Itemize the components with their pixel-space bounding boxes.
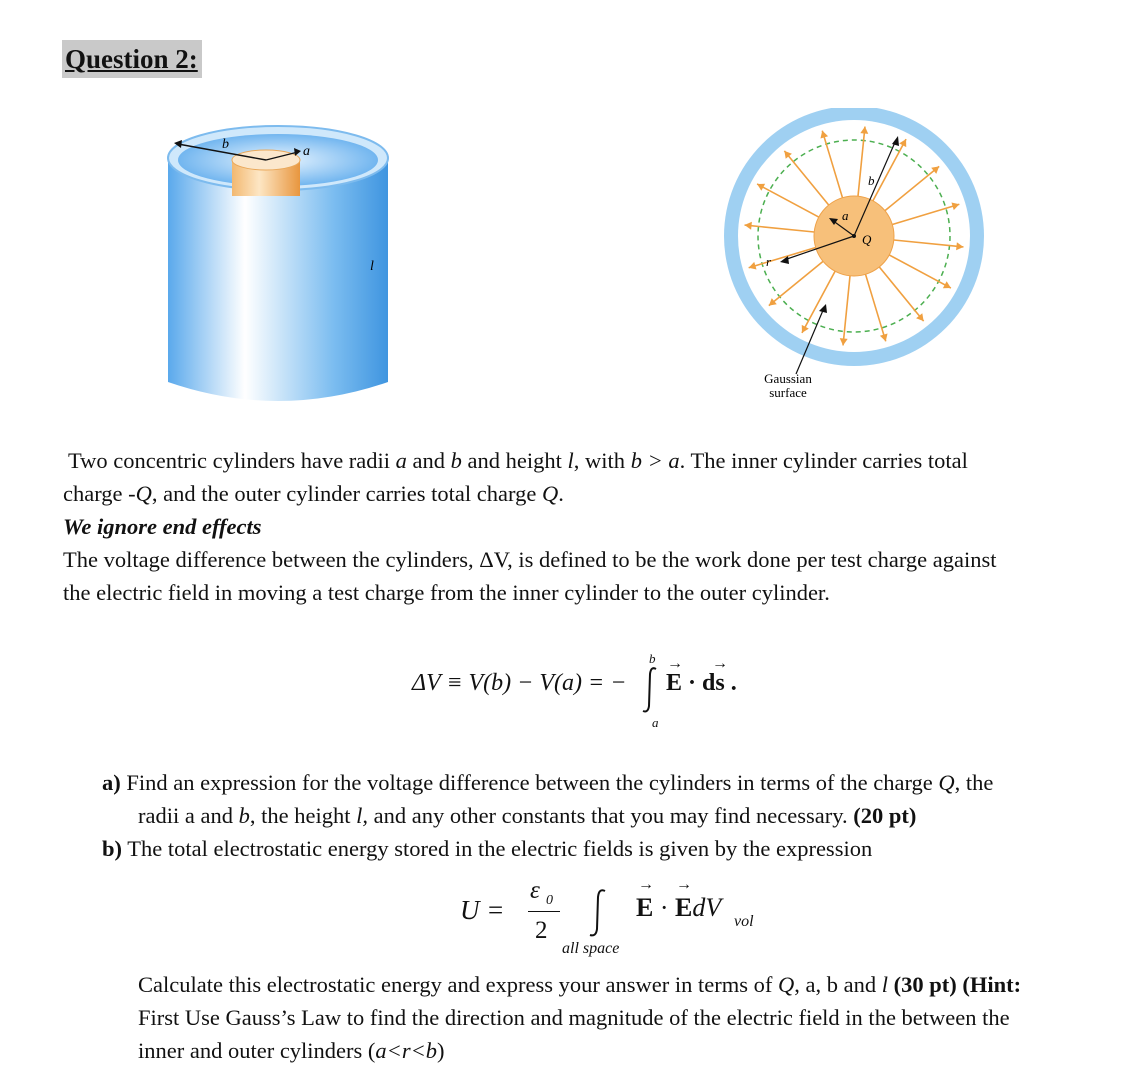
label-b: b (222, 137, 229, 152)
intro-line-2 (63, 477, 564, 510)
eq1-upper-limit: b (649, 651, 656, 666)
eq2-all-space: all space (562, 940, 620, 957)
var-b: b (450, 448, 462, 473)
part-a-text: radii a and (138, 803, 239, 828)
label-b-right: b (868, 173, 875, 188)
voltage-def-line-2: the electric field in moving a test charge from the inner cylinder to the outer cylinder. (63, 580, 830, 605)
part-a-label: a) (102, 770, 121, 795)
part-a-text: Find an expression for the voltage difference between the cylinders in terms of the charge (120, 770, 939, 795)
part-a-text: and any other constants that you may find necessary. (367, 803, 854, 828)
eq1-integral-sign (640, 666, 662, 714)
cylinders-figure (160, 120, 400, 410)
part-a-text: , the height (249, 803, 357, 828)
part-b-calc-line-2: First Use Gauss’s Law to find the direction and magnitude of the electric field in the between the (138, 1005, 1010, 1030)
eq2-integrand: E · EdV (636, 893, 722, 922)
var-q: Q (938, 770, 955, 795)
intro-text: and (406, 448, 451, 473)
var-l: l, (356, 803, 368, 828)
eq2-integral-sign (587, 888, 611, 938)
eq2-fraction-bar (528, 911, 560, 912)
part-b-text: ) (437, 1038, 445, 1063)
question-heading: Question 2: (62, 40, 202, 78)
eq2-vec2: → (676, 876, 692, 893)
eq1-lhs: ΔV ≡ V(b) − V(a) = − (412, 670, 627, 696)
eq1-vec-s-arrow: → (712, 655, 728, 672)
eq2-epsilon: ε (530, 877, 540, 904)
end-effects-note: We ignore end effects (63, 514, 262, 539)
var-q: Q (778, 972, 795, 997)
label-a-right: a (842, 208, 849, 223)
voltage-def-line-1: The voltage difference between the cylinders, ΔV, is defined to be the work done per test charge against (63, 547, 997, 572)
intro-text: . The inner cylinder carries total (679, 448, 968, 473)
intro-text: Two concentric cylinders have radii (68, 448, 396, 473)
var-b-gt-a: b > a (630, 448, 680, 473)
part-b-text: The total electrostatic energy stored in the electric fields is given by the expression (122, 836, 873, 861)
part-b-calc-line-1 (138, 968, 1021, 1001)
part-a-line-1 (102, 766, 993, 799)
var-q: Q (541, 481, 559, 506)
eq2-vec1: → (638, 876, 654, 893)
part-b-text: inner and outer cylinders ( (138, 1038, 376, 1063)
part-a-text: , the (954, 770, 994, 795)
eq2-epsilon-sub: 0 (546, 893, 553, 908)
intro-text: , and the outer cylinder carries total charge (151, 481, 542, 506)
part-a-points: (20 pt) (853, 803, 917, 828)
eq2-vol: vol (734, 913, 754, 930)
cross-section-figure (700, 108, 1010, 408)
intro-text: charge - (63, 481, 136, 506)
label-r: r (766, 254, 772, 269)
eq2-u: U = (460, 895, 505, 925)
eq1-vec-e-arrow: → (667, 655, 683, 672)
gaussian-label-1: Gaussian (764, 371, 812, 386)
part-b-label: b) (102, 836, 123, 861)
eq1-integrand: E · ds . (666, 670, 737, 696)
intro-line-1 (68, 444, 968, 477)
intro-text: , with (573, 448, 631, 473)
intro-text: . (558, 481, 564, 506)
var-q: Q (135, 481, 152, 506)
label-q: Q (862, 232, 872, 247)
var-b: b (238, 803, 250, 828)
part-a-line-2 (138, 799, 916, 832)
part-b-text: , a, b and (794, 972, 882, 997)
eq1-lower-limit: a (652, 715, 659, 730)
var-a: a (395, 448, 407, 473)
center-dot (852, 234, 856, 238)
part-b-line-1 (102, 832, 872, 865)
part-b-points: (30 pt) (Hint: (888, 972, 1022, 997)
label-a: a (303, 144, 310, 159)
var-l: l (881, 972, 888, 997)
gaussian-label-2: surface (769, 385, 807, 400)
var-range: a<r<b (375, 1038, 438, 1063)
intro-text: and height (461, 448, 568, 473)
label-l: l (370, 259, 374, 274)
eq2-denominator: 2 (535, 917, 548, 944)
part-b-calc-line-3 (138, 1034, 445, 1067)
var-l: l (567, 448, 574, 473)
part-b-text: Calculate this electrostatic energy and express your answer in terms of (138, 972, 778, 997)
